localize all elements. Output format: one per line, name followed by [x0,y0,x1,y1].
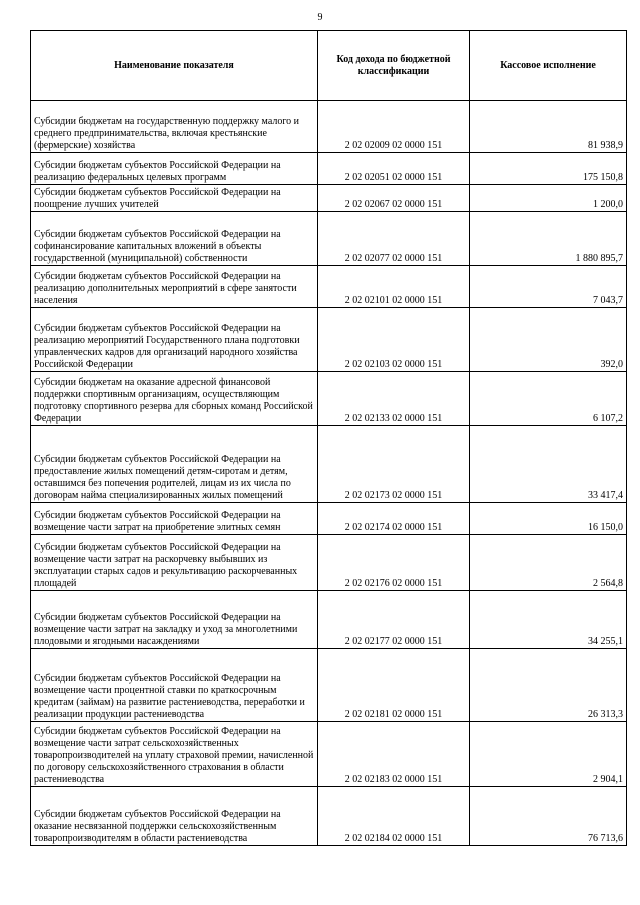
row-name-cell: Субсидии бюджетам субъектов Российской Федерации на возмещение части процентной ставки по краткосрочным кредитам (займам) на развитие растениеводства, переработки и реализации продукции растениеводства [31,649,318,722]
row-amount-cell: 7 043,7 [470,266,627,308]
table-row [31,649,627,722]
table-row [31,153,627,185]
row-name-cell: Субсидии бюджетам субъектов Российской Федерации на поощрение лучших учителей [31,185,318,212]
row-code-cell: 2 02 02077 02 0000 151 [318,212,470,266]
table-row [31,101,627,153]
table-row [31,787,627,846]
row-code-cell: 2 02 02174 02 0000 151 [318,503,470,535]
row-code-cell: 2 02 02181 02 0000 151 [318,649,470,722]
row-name-cell: Субсидии бюджетам субъектов Российской Федерации на возмещение части затрат сельскохозяйственных товаропроизводителей на уплату страховой премии, начисленной по договору сельскохозяйственного страхования в области растениеводства [31,722,318,787]
row-name-cell: Субсидии бюджетам субъектов Российской Федерации на реализацию федеральных целевых программ [31,153,318,185]
row-amount-cell: 2 564,8 [470,535,627,591]
row-code-cell: 2 02 02173 02 0000 151 [318,426,470,503]
row-name-cell: Субсидии бюджетам на оказание адресной финансовой поддержки спортивным организациям, осуществляющим подготовку спортивного резерва для сборных команд Российской Федерации [31,372,318,426]
header-code: Код дохода по бюджетной классификации [318,31,470,101]
row-amount-cell: 33 417,4 [470,426,627,503]
row-code-cell: 2 02 02176 02 0000 151 [318,535,470,591]
table-row [31,591,627,649]
header-name: Наименование показателя [31,31,318,101]
row-amount-cell: 6 107,2 [470,372,627,426]
row-name-cell: Субсидии бюджетам субъектов Российской Федерации на возмещение части затрат на раскорчевку выбывших из эксплуатации старых садов и рекультивацию раскорчеванных площадей [31,535,318,591]
header-amount: Кассовое исполнение [470,31,627,101]
row-amount-cell: 392,0 [470,308,627,372]
row-code-cell: 2 02 02183 02 0000 151 [318,722,470,787]
row-amount-cell: 1 880 895,7 [470,212,627,266]
row-amount-cell: 2 904,1 [470,722,627,787]
row-code-cell: 2 02 02133 02 0000 151 [318,372,470,426]
table-row [31,185,627,212]
table-body [31,101,627,846]
row-name-cell: Субсидии бюджетам субъектов Российской Федерации на возмещение части затрат на приобретение элитных семян [31,503,318,535]
table-row [31,535,627,591]
row-amount-cell: 1 200,0 [470,185,627,212]
row-name-cell: Субсидии бюджетам субъектов Российской Федерации на реализацию дополнительных мероприятий в сфере занятости населения [31,266,318,308]
row-code-cell: 2 02 02067 02 0000 151 [318,185,470,212]
row-name-cell: Субсидии бюджетам субъектов Российской Федерации на реализацию мероприятий Государственного плана подготовки управленческих кадров для организаций народного хозяйства Российской Федерации [31,308,318,372]
row-amount-cell: 26 313,3 [470,649,627,722]
row-amount-cell: 34 255,1 [470,591,627,649]
row-code-cell: 2 02 02051 02 0000 151 [318,153,470,185]
table-row [31,372,627,426]
row-code-cell: 2 02 02101 02 0000 151 [318,266,470,308]
row-amount-cell: 81 938,9 [470,101,627,153]
row-name-cell: Субсидии бюджетам субъектов Российской Федерации на софинансирование капитальных вложений в объекты государственной (муниципальной) собственности [31,212,318,266]
row-name-cell: Субсидии бюджетам субъектов Российской Федерации на возмещение части затрат на закладку и уход за многолетними плодовыми и ягодными насаждениями [31,591,318,649]
budget-revenue-table [30,30,627,846]
table-header-row [31,31,627,101]
row-amount-cell: 175 150,8 [470,153,627,185]
row-amount-cell: 76 713,6 [470,787,627,846]
row-code-cell: 2 02 02009 02 0000 151 [318,101,470,153]
row-amount-cell: 16 150,0 [470,503,627,535]
row-name-cell: Субсидии бюджетам субъектов Российской Федерации на оказание несвязанной поддержки сельскохозяйственным товаропроизводителям в области растениеводства [31,787,318,846]
row-code-cell: 2 02 02184 02 0000 151 [318,787,470,846]
table-row [31,308,627,372]
table-row [31,503,627,535]
table-row [31,426,627,503]
row-code-cell: 2 02 02177 02 0000 151 [318,591,470,649]
table-row [31,212,627,266]
row-name-cell: Субсидии бюджетам на государственную поддержку малого и среднего предпринимательства, включая крестьянские (фермерские) хозяйства [31,101,318,153]
row-code-cell: 2 02 02103 02 0000 151 [318,308,470,372]
table-row [31,266,627,308]
table-row [31,722,627,787]
row-name-cell: Субсидии бюджетам субъектов Российской Федерации на предоставление жилых помещений детям-сиротам и детям, оставшимся без попечения родителей, лицам из их числа по договорам найма специализированных жилых помещений [31,426,318,503]
page-number: 9 [317,12,323,23]
